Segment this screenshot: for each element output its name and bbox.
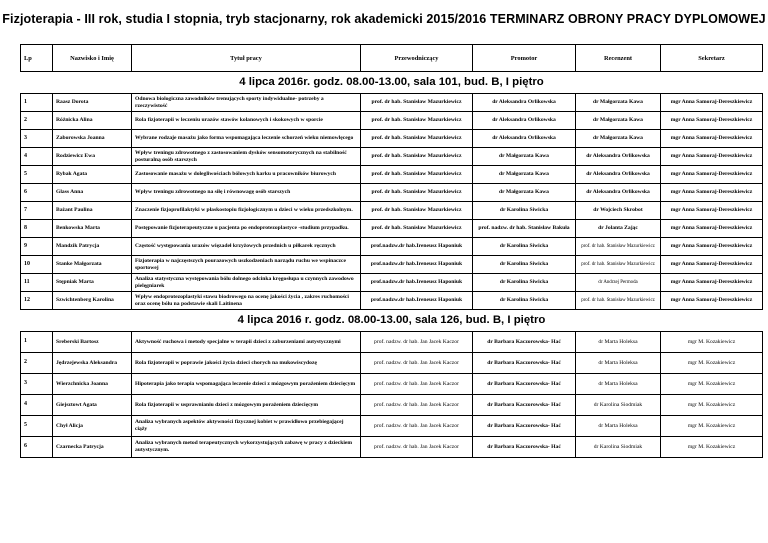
row-name: Raasz Dorota <box>53 94 132 112</box>
row-chair: prof.nadzw.dr hab.Ireneusz Haponiuk <box>361 238 473 256</box>
header-thesis: Tytuł pracy <box>132 45 361 72</box>
header-lp: Lp <box>21 45 53 72</box>
row-secretary: mgr Anna Samoraj-Dereszkiewicz <box>661 112 763 130</box>
table-row <box>21 202 763 220</box>
row-secretary: mgr M. Kozakiewicz <box>661 332 763 353</box>
row-secretary: mgr M. Kozakiewicz <box>661 374 763 395</box>
row-lp: 7 <box>21 202 53 220</box>
row-thesis: Postępowanie fizjoterapeutyczne u pacjenta po endoprotezoplastyce -studium przypadku. <box>132 220 361 238</box>
row-lp: 3 <box>21 130 53 148</box>
row-promoter: dr Karolina Siwicka <box>473 292 576 310</box>
table-row <box>21 238 763 256</box>
row-name: Bażant Paulina <box>53 202 132 220</box>
row-thesis: Rola fizjoterapii w poprawie jakości życia dzieci chorych na mukowiscydozę <box>132 353 361 374</box>
row-promoter: dr Karolina Siwicka <box>473 256 576 274</box>
row-promoter: dr Małgorzata Kawa <box>473 148 576 166</box>
row-thesis: Odnowa biologiczna zawodników trenujących sporty indywidualne- potrzeby a rzeczywistość <box>132 94 361 112</box>
row-secretary: mgr Anna Samoraj-Dereszkiewicz <box>661 184 763 202</box>
table-row <box>21 353 763 374</box>
section-heading: 4 lipca 2016 r. godz. 08.00-13.00, sala 126, bud. B, I piętro <box>21 310 763 332</box>
row-reviewer: dr Aleksandra Orlikowska <box>576 148 661 166</box>
row-secretary: mgr Anna Samoraj-Dereszkiewicz <box>661 166 763 184</box>
row-chair: prof. dr hab. Stanisław Mazurkiewicz <box>361 94 473 112</box>
table-row <box>21 416 763 437</box>
row-chair: prof. dr hab. Stanisław Mazurkiewicz <box>361 148 473 166</box>
row-reviewer: prof. dr hab. Stanisław Mazurkiewicz <box>576 292 661 310</box>
row-thesis: Wpływ treningu zdrowotnego na siłę i równowagę osób starszych <box>132 184 361 202</box>
row-secretary: mgr M. Kozakiewicz <box>661 395 763 416</box>
row-thesis: Rola fizjoterapii w usprawnianiu dzieci z mózgowym porażeniem dziecięcym <box>132 395 361 416</box>
section-header-row <box>21 72 763 94</box>
row-chair: prof.nadzw.dr hab.Ireneusz Haponiuk <box>361 274 473 292</box>
row-lp: 12 <box>21 292 53 310</box>
row-lp: 11 <box>21 274 53 292</box>
row-name: Stanke Małgorzata <box>53 256 132 274</box>
row-thesis: Aktywność ruchowa i metody specjalne w terapii dzieci z zaburzeniami autystycznymi <box>132 332 361 353</box>
row-lp: 6 <box>21 437 53 458</box>
row-reviewer: dr Karolina Siodmiak <box>576 395 661 416</box>
row-name: Zaborowska Joanna <box>53 130 132 148</box>
row-reviewer: dr Jolanta Zając <box>576 220 661 238</box>
row-lp: 2 <box>21 353 53 374</box>
row-chair: prof. dr hab. Stanisław Mazurkiewicz <box>361 130 473 148</box>
row-reviewer: dr Marta Holeksa <box>576 353 661 374</box>
section-heading: 4 lipca 2016r. godz. 08.00-13.00, sala 101, bud. B, I piętro <box>21 72 763 94</box>
row-chair: prof. dr hab. Stanisław Mazurkiewicz <box>361 112 473 130</box>
row-reviewer: dr Karolina Siodmiak <box>576 437 661 458</box>
row-promoter: dr Barbara Kaczorowska- Hać <box>473 437 576 458</box>
row-chair: prof. nadzw. dr hab. Jan Jacek Kaczor <box>361 416 473 437</box>
row-lp: 8 <box>21 220 53 238</box>
row-chair: prof. dr hab. Stanisław Mazurkiewicz <box>361 184 473 202</box>
row-thesis: Rola fizjoterapii w leczeniu urazów stawów kolanowych i skokowych w sporcie <box>132 112 361 130</box>
row-promoter: dr Aleksandra Orlikowska <box>473 94 576 112</box>
row-promoter: dr Karolina Siwicka <box>473 202 576 220</box>
row-reviewer: dr Andrzej Permoda <box>576 274 661 292</box>
row-chair: prof. nadzw. dr hab. Jan Jacek Kaczor <box>361 374 473 395</box>
header-row <box>21 45 763 72</box>
row-lp: 5 <box>21 416 53 437</box>
row-thesis: Znaczenie fizjoprofilaktyki w płaskostopiu fizjologicznym u dzieci w wieku przedszkolnym. <box>132 202 361 220</box>
row-reviewer: dr Wojciech Skrobot <box>576 202 661 220</box>
row-reviewer: dr Marta Holeksa <box>576 374 661 395</box>
row-name: Czarnecka Patrycja <box>53 437 132 458</box>
table-row <box>21 437 763 458</box>
row-chair: prof. nadzw. dr hab. Jan Jacek Kaczor <box>361 437 473 458</box>
row-promoter: dr Barbara Kaczorowska- Hać <box>473 416 576 437</box>
row-secretary: mgr Anna Samoraj-Dereszkiewicz <box>661 292 763 310</box>
row-promoter: dr Aleksandra Orlikowska <box>473 130 576 148</box>
row-secretary: mgr Anna Samoraj-Dereszkiewicz <box>661 202 763 220</box>
table-row <box>21 332 763 353</box>
header-name: Nazwisko i Imię <box>53 45 132 72</box>
row-name: Glass Anna <box>53 184 132 202</box>
row-name: Rodziewicz Ewa <box>53 148 132 166</box>
row-name: Wierzchnicka Joanna <box>53 374 132 395</box>
row-name: Chył Alicja <box>53 416 132 437</box>
schedule-body <box>21 72 763 458</box>
table-row <box>21 94 763 112</box>
row-reviewer: prof. dr hab. Stanisław Mazurkiewicz <box>576 256 661 274</box>
header-promoter: Promotor <box>473 45 576 72</box>
row-lp: 1 <box>21 94 53 112</box>
row-secretary: mgr Anna Samoraj-Dereszkiewicz <box>661 94 763 112</box>
table-row <box>21 184 763 202</box>
row-promoter: dr Małgorzata Kawa <box>473 184 576 202</box>
row-name: Giejsztowt Agata <box>53 395 132 416</box>
row-reviewer: dr Małgorzata Kawa <box>576 130 661 148</box>
row-reviewer: dr Aleksandra Orlikowska <box>576 166 661 184</box>
table-row <box>21 148 763 166</box>
table-row <box>21 166 763 184</box>
row-lp: 9 <box>21 238 53 256</box>
row-chair: prof. nadzw. dr hab. Jan Jacek Kaczor <box>361 395 473 416</box>
row-thesis: Hipoterapia jako terapia wspomagająca leczenie dzieci z mózgowym porażeniem dziecięcym <box>132 374 361 395</box>
row-chair: prof. nadzw. dr hab. Jan Jacek Kaczor <box>361 332 473 353</box>
row-thesis: Wybrane rodzaje masażu jako forma wspomagająca leczenie schorzeń wieku niemowlęcego <box>132 130 361 148</box>
header-chair: Przewodniczący <box>361 45 473 72</box>
row-chair: prof. nadzw. dr hab. Jan Jacek Kaczor <box>361 353 473 374</box>
row-promoter: dr Barbara Kaczorowska- Hać <box>473 374 576 395</box>
page-title: Fizjoterapia - III rok, studia I stopnia, tryb stacjonarny, rok akademicki 2015/2016 TERMINARZ OBRONY PRACY DYPLOMOWEJ <box>2 12 766 26</box>
row-reviewer: prof. dr hab. Stanisław Mazurkiewicz <box>576 238 661 256</box>
row-lp: 5 <box>21 166 53 184</box>
row-lp: 3 <box>21 374 53 395</box>
row-secretary: mgr M. Kozakiewicz <box>661 437 763 458</box>
row-name: Różnicka Alina <box>53 112 132 130</box>
table-row <box>21 395 763 416</box>
header-secretary: Sekretarz <box>661 45 763 72</box>
row-chair: prof.nadzw.dr hab.Ireneusz Haponiuk <box>361 256 473 274</box>
row-name: Rybak Agata <box>53 166 132 184</box>
table-row <box>21 256 763 274</box>
row-promoter: dr Karolina Siwicka <box>473 238 576 256</box>
row-reviewer: dr Marta Holeksa <box>576 416 661 437</box>
row-name: Stępniak Marta <box>53 274 132 292</box>
row-promoter: dr Barbara Kaczorowska- Hać <box>473 332 576 353</box>
row-thesis: Analiza wybranych metod terapeutycznych wykorzystujących zabawę w pracy z dzieckiem autystycznym. <box>132 437 361 458</box>
defense-schedule-table <box>20 44 763 458</box>
row-chair: prof. dr hab. Stanisław Mazurkiewicz <box>361 202 473 220</box>
row-name: Sreberski Bartosz <box>53 332 132 353</box>
row-secretary: mgr Anna Samoraj-Dereszkiewicz <box>661 220 763 238</box>
row-secretary: mgr M. Kozakiewicz <box>661 416 763 437</box>
row-chair: prof.nadzw.dr hab.Ireneusz Haponiuk <box>361 292 473 310</box>
row-lp: 4 <box>21 148 53 166</box>
row-chair: prof. dr hab. Stanisław Mazurkiewicz <box>361 220 473 238</box>
row-promoter: dr Karolina Siwicka <box>473 274 576 292</box>
row-promoter: prof. nadzw. dr hab. Stanisław Bakuła <box>473 220 576 238</box>
table-row <box>21 220 763 238</box>
row-lp: 10 <box>21 256 53 274</box>
table-row <box>21 274 763 292</box>
row-secretary: mgr M. Kozakiewicz <box>661 353 763 374</box>
row-secretary: mgr Anna Samoraj-Dereszkiewicz <box>661 274 763 292</box>
row-promoter: dr Barbara Kaczorowska- Hać <box>473 395 576 416</box>
row-promoter: dr Barbara Kaczorowska- Hać <box>473 353 576 374</box>
row-thesis: Wpływ treningu zdrowotnego z zastosowaniem dysków sensomotorycznych na stabilność posturalną osób starszych <box>132 148 361 166</box>
header-reviewer: Recenzent <box>576 45 661 72</box>
row-chair: prof. dr hab. Stanisław Mazurkiewicz <box>361 166 473 184</box>
table-row <box>21 292 763 310</box>
row-name: Mandzik Patrycja <box>53 238 132 256</box>
row-name: Jędrzejewska Aleksandra <box>53 353 132 374</box>
table-row <box>21 374 763 395</box>
row-reviewer: dr Marta Holeksa <box>576 332 661 353</box>
row-lp: 1 <box>21 332 53 353</box>
row-secretary: mgr Anna Samoraj-Dereszkiewicz <box>661 130 763 148</box>
table-row <box>21 112 763 130</box>
row-reviewer: dr Aleksandra Orlikowska <box>576 184 661 202</box>
row-lp: 6 <box>21 184 53 202</box>
row-thesis: Analiza wybranych aspektów aktywności fizycznej kobiet w prawidłowo przebiegającej ciąży <box>132 416 361 437</box>
section-header-row <box>21 310 763 332</box>
row-secretary: mgr Anna Samoraj-Dereszkiewicz <box>661 238 763 256</box>
row-thesis: Wpływ endoprotezoplastyki stawu biodrowego na ocenę jakości życia , zakres ruchomości oraz ocenę bólu na podstawie skali Laitinena <box>132 292 361 310</box>
row-thesis: Zastosowanie masażu w dolegliwościach bólowych karku u pracowników biurowych <box>132 166 361 184</box>
row-thesis: Analiza statystyczna występowania bólu dolnego odcinka kręgosłupa u czynnych zawodowo pielęgniarek <box>132 274 361 292</box>
row-secretary: mgr Anna Samoraj-Dereszkiewicz <box>661 256 763 274</box>
row-thesis: Częstość występowania urazów więzadeł krzyżowych przednich u piłkarek ręcznych <box>132 238 361 256</box>
row-lp: 2 <box>21 112 53 130</box>
row-name: Benkowska Marta <box>53 220 132 238</box>
row-lp: 4 <box>21 395 53 416</box>
row-secretary: mgr Anna Samoraj-Dereszkiewicz <box>661 148 763 166</box>
row-promoter: dr Aleksandra Orlikowska <box>473 112 576 130</box>
row-reviewer: dr Małgorzata Kawa <box>576 112 661 130</box>
row-thesis: Fizjoterapia w najczęstszych pourazowych uszkodzeniach narządu ruchu we wspinaczce sportowej <box>132 256 361 274</box>
row-promoter: dr Małgorzata Kawa <box>473 166 576 184</box>
row-reviewer: dr Małgorzata Kawa <box>576 94 661 112</box>
row-name: Szwichtenberg Karolina <box>53 292 132 310</box>
table-row <box>21 130 763 148</box>
